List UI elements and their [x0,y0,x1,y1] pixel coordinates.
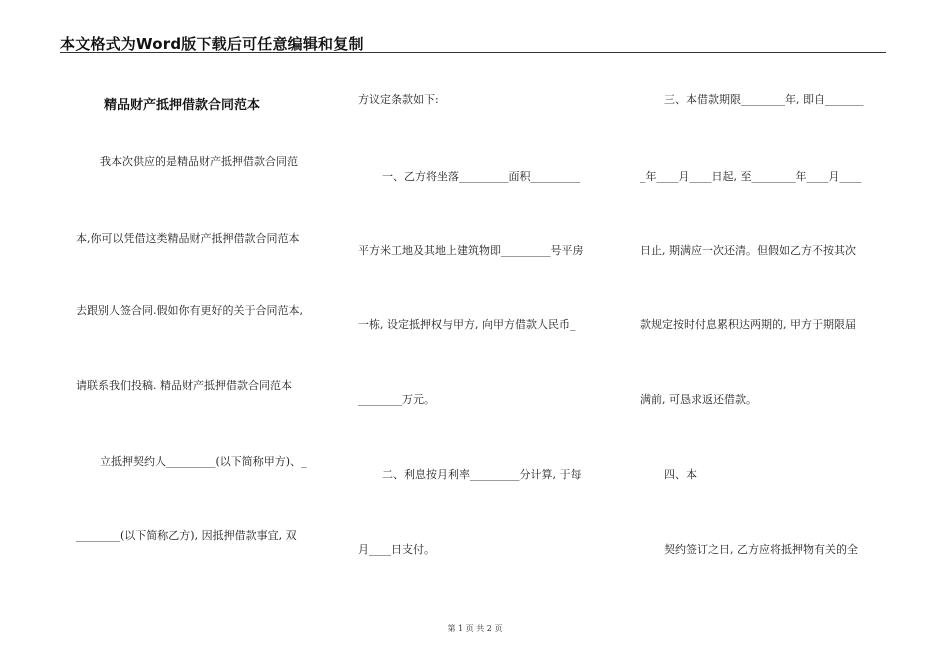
body-line: 本,你可以凭借这类精品财产抵押借款合同范本 [76,232,300,245]
body-line: ________万元。 [358,393,435,406]
body-line: 月____日支付。 [358,543,435,556]
body-line: ________(以下简称乙方), 因抵押借款事宜, 双 [76,529,297,542]
page-number: 第 1 页 共 2 页 [447,624,503,633]
body-line: 日止, 期满应一次还清。但假如乙方不按其次 [640,244,856,257]
page-header: 本文格式为Word版下载后可任意编辑和复制 [60,35,364,53]
body-line: 一、乙方将坐落_________面积_________ [382,170,580,183]
column-1 [60,0,330,672]
body-line: 一栋, 设定抵押权与甲方, 向甲方借款人民币_ [358,318,576,331]
body-line: 立抵押契约人_________(以下简称甲方)、_ [100,455,307,468]
body-line: 我本次供应的是精品财产抵押借款合同范 [100,155,298,168]
body-line: _年____月____日起, 至________年____月____ [640,170,862,183]
body-line: 契约签订之日, 乙方应将抵押物有关的全 [664,543,858,556]
body-line: 满前, 可恳求返还借款。 [640,393,757,406]
column-2 [358,0,618,672]
body-line: 四、本 [664,468,697,481]
body-line: 平方米工地及其地上建筑物即_________号平房 [358,244,584,257]
document-title: 精品财产抵押借款合同范本 [104,98,261,113]
column-3 [640,0,890,672]
body-line: 方议定条款如下: [358,93,439,106]
body-line: 去跟别人签合同.假如你有更好的关于合同范本, [76,304,303,317]
body-line: 请联系我们投稿. 精品财产抵押借款合同范本 [76,379,292,392]
body-line: 三、本借款期限________年, 即自_______ [664,93,864,106]
body-line: 款规定按时付息累积达两期的, 甲方于期限届 [640,318,856,331]
body-line: 二、利息按月利率_________分计算, 于每 [382,468,582,481]
